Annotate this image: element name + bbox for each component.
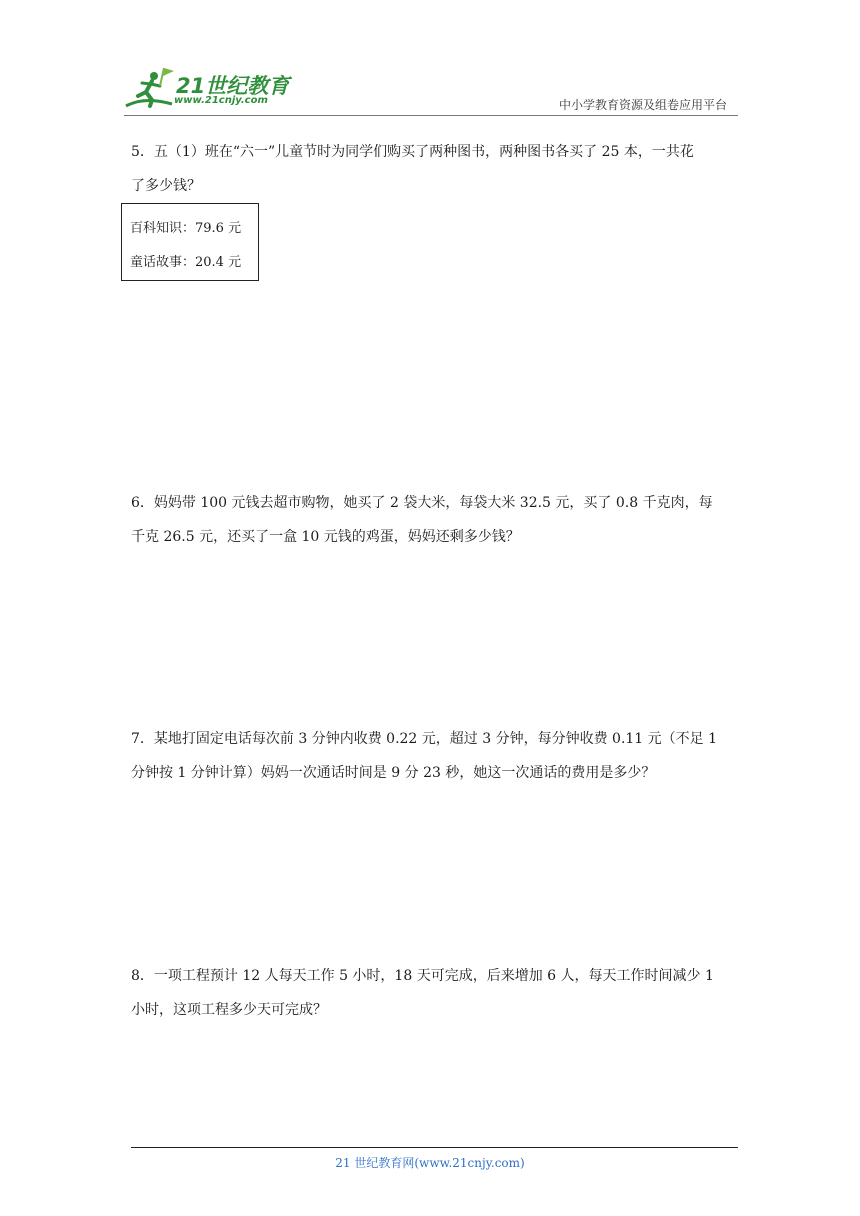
question-5-line-1: 5．五（1）班在“六一”儿童节时为同学们购买了两种图书，两种图书各买了 25 本，一共花 (131, 144, 694, 160)
question-5 (131, 135, 736, 203)
price-item-fairy-tales: 童话故事：20.4 元 (130, 255, 242, 270)
question-7-line-2: 分钟按 1 分钟计算）妈妈一次通话时间是 9 分 23 秒，她这一次通话的费用是多少？ (131, 765, 656, 781)
price-item-encyclopedia: 百科知识：79.6 元 (130, 221, 242, 236)
page-header (0, 0, 860, 120)
price-box (121, 203, 259, 281)
platform-tagline: 中小学教育资源及组卷应用平台 (558, 98, 727, 112)
footer-divider (131, 1147, 738, 1148)
question-5-line-2: 了多少钱？ (131, 178, 201, 194)
logo-title: 21世纪教育 (176, 74, 290, 98)
site-logo[interactable] (124, 66, 294, 112)
question-7 (131, 722, 736, 790)
footer-link[interactable]: 21 世纪教育网(www.21cnjy.com) (335, 1156, 525, 1170)
header-divider (124, 115, 738, 116)
runner-with-flag-icon (124, 66, 176, 112)
question-6 (131, 486, 736, 554)
question-8 (131, 959, 736, 1027)
question-8-line-1: 8．一项工程预计 12 人每天工作 5 小时，18 天可完成，后来增加 6 人，每天工作时间减少 1 (131, 968, 714, 984)
logo-url: www.21cnjy.com (174, 95, 268, 106)
question-6-line-2: 千克 26.5 元，还买了一盒 10 元钱的鸡蛋，妈妈还剩多少钱？ (131, 529, 520, 545)
question-7-line-1: 7．某地打固定电话每次前 3 分钟内收费 0.22 元，超过 3 分钟，每分钟收费 0.11 元（不足 1 (131, 731, 718, 747)
question-8-line-2: 小时，这项工程多少天可完成？ (131, 1002, 327, 1018)
question-6-line-1: 6．妈妈带 100 元钱去超市购物，她买了 2 袋大米，每袋大米 32.5 元，买了 0.8 千克肉，每 (131, 495, 713, 511)
